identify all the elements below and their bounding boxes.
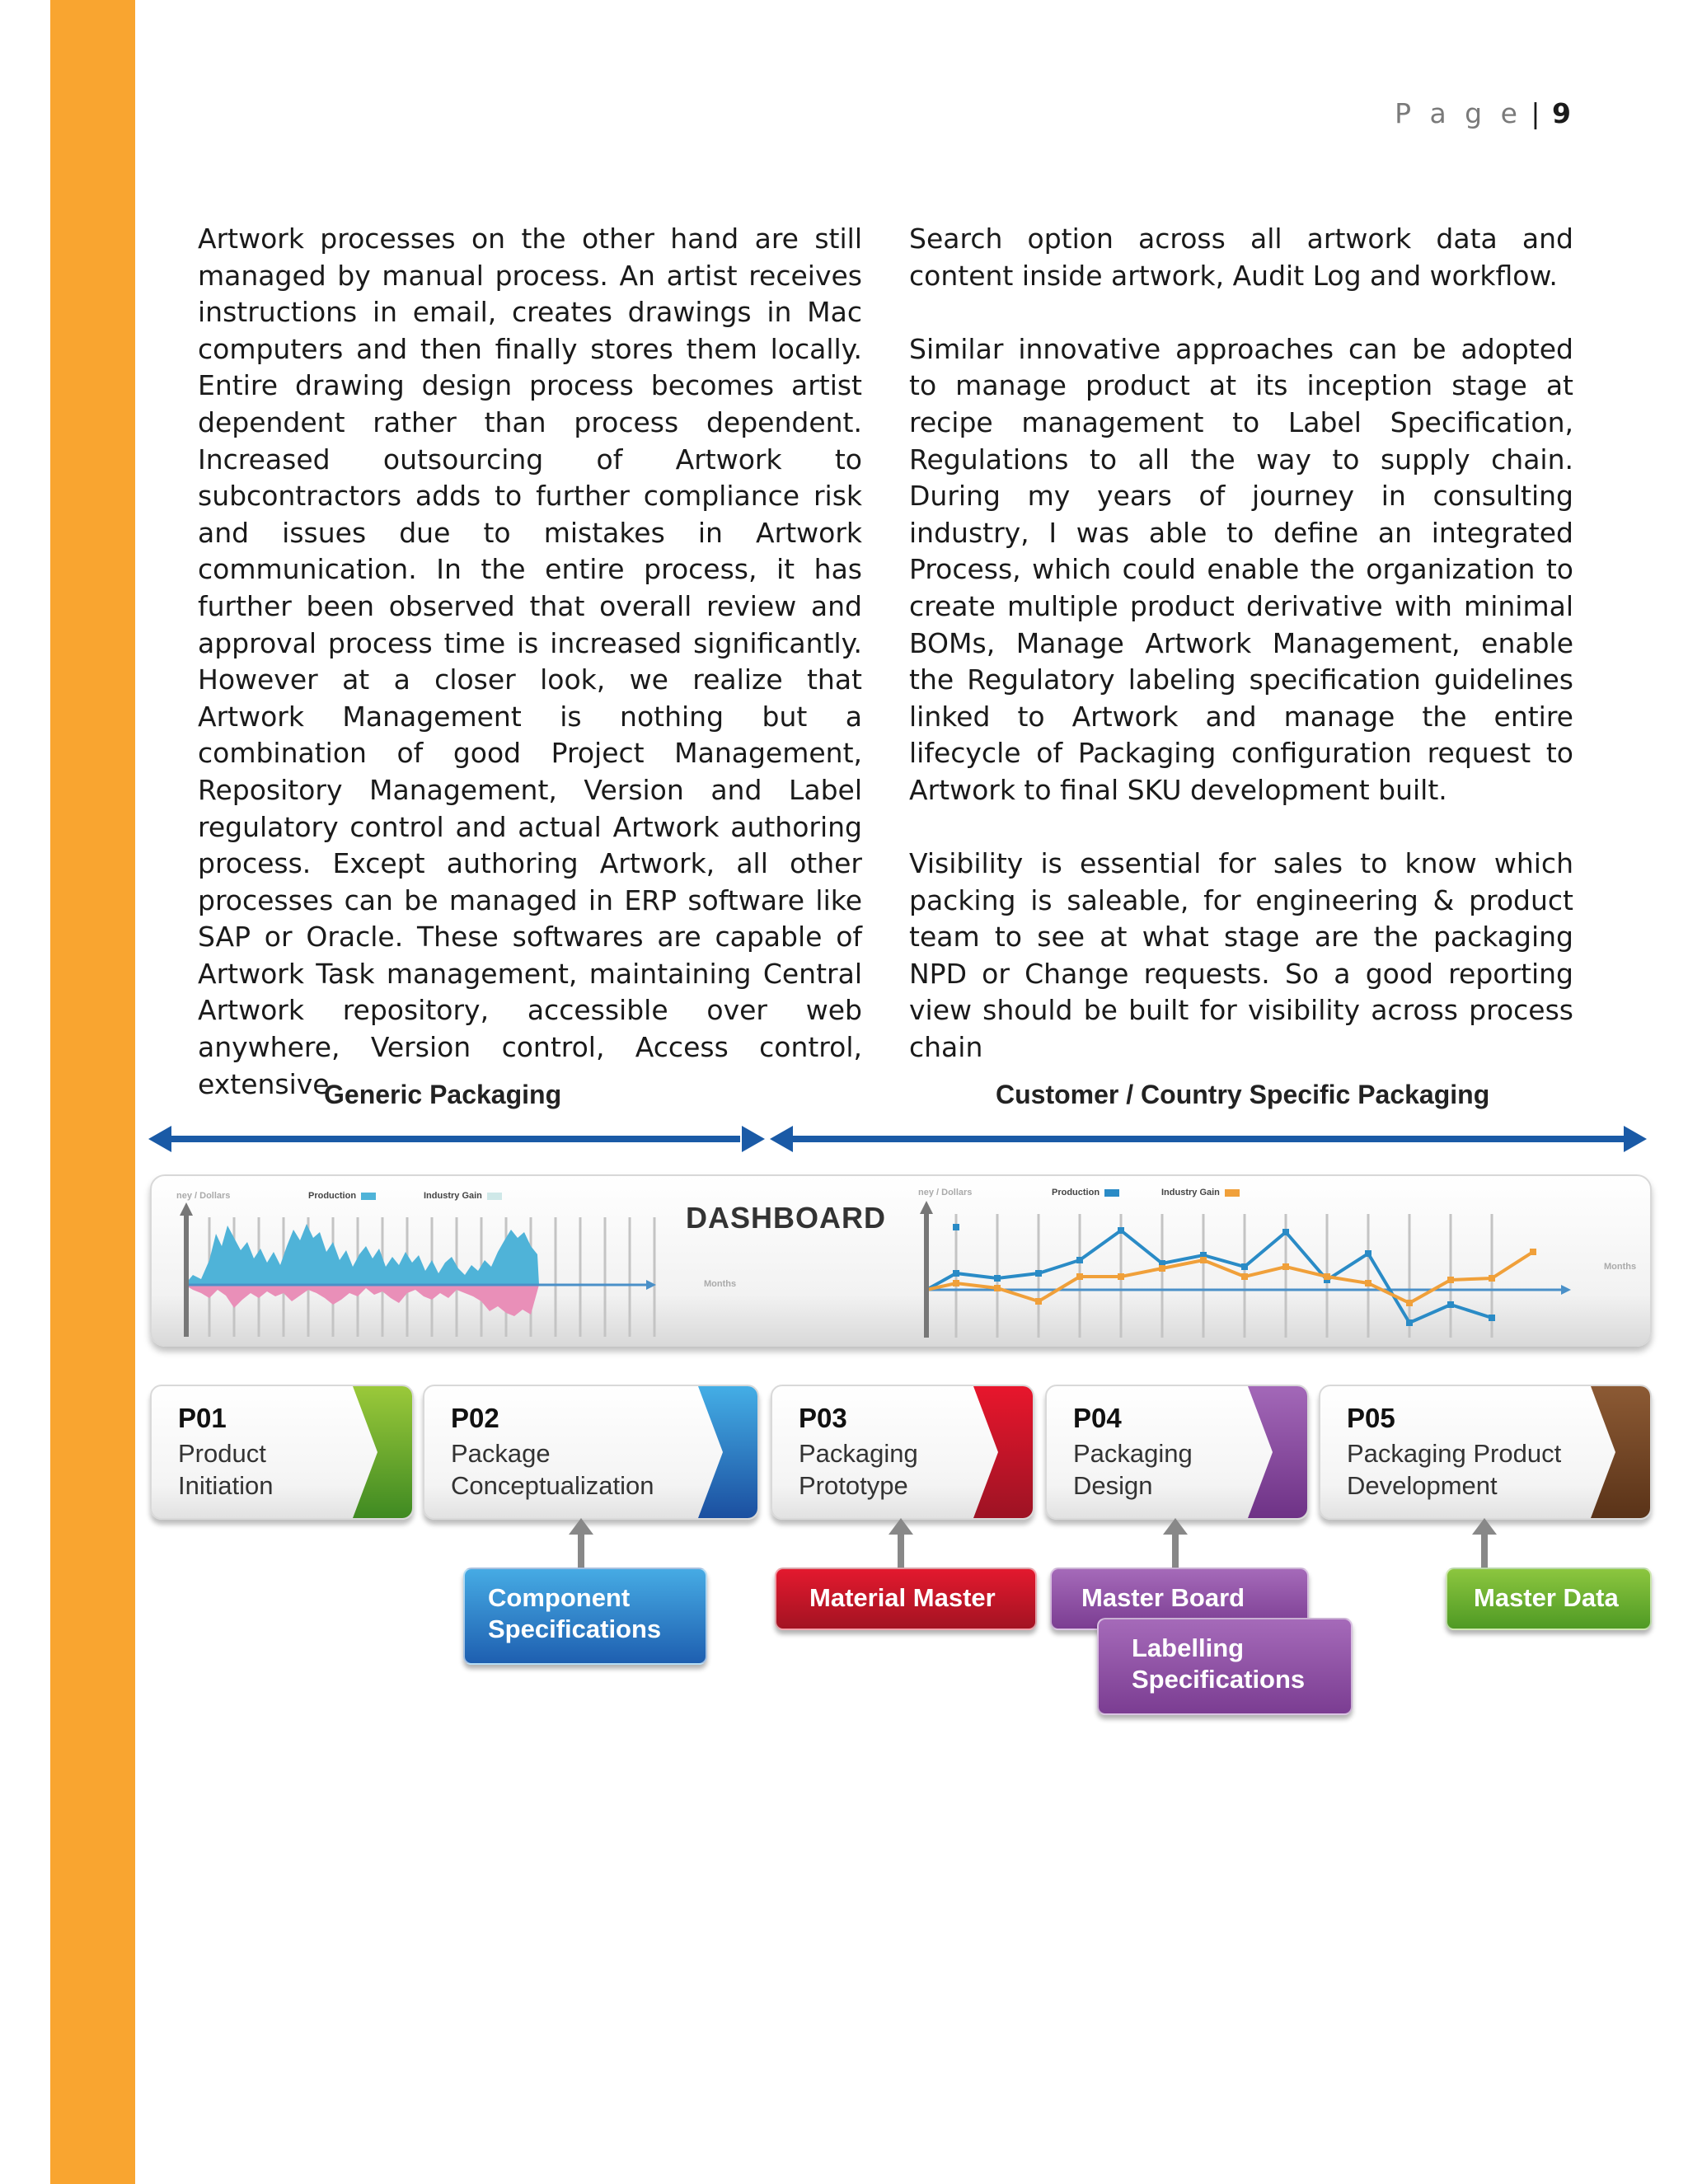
packaging-process-figure xyxy=(147,1080,1655,1739)
chevron-red-icon xyxy=(973,1386,1033,1518)
left-text-column xyxy=(198,221,862,1140)
left-chart-legend-production: Production xyxy=(308,1191,376,1201)
chevron-brown-icon xyxy=(1591,1386,1650,1518)
chevron-green-icon xyxy=(353,1386,412,1518)
up-arrow-icon xyxy=(1163,1518,1188,1568)
component-specifications-tag: Component Specifications xyxy=(463,1568,707,1665)
chevron-purple-icon xyxy=(1248,1386,1307,1518)
left-chart-y-label: ney / Dollars xyxy=(176,1191,231,1201)
step-name: Product Initiation xyxy=(178,1439,274,1500)
up-arrow-icon xyxy=(1472,1518,1497,1568)
page-label: P a g e xyxy=(1395,97,1522,129)
left-area-chart xyxy=(176,1201,720,1341)
phase-label-customer: Customer / Country Specific Packaging xyxy=(996,1080,1490,1109)
right-chart-y-label: ney / Dollars xyxy=(918,1188,973,1197)
page-number: P a g e | 9 xyxy=(1395,97,1571,129)
master-board-tag: Master Board xyxy=(1050,1568,1309,1630)
process-step-p05 xyxy=(1319,1385,1652,1520)
master-data-tag: Master Data xyxy=(1446,1568,1652,1630)
left-chart-x-label: Months xyxy=(704,1279,737,1289)
paragraph: Artwork processes on the other hand are still managed by manual process. An artist receives instructions in email, creates drawings in Mac computers and then finally stores them locally. Entire drawing design process becomes artist dependent rather than process dependent. Increased outsourcing of Artwork to subcontractors adds to further compliance risk and issues due to mistakes in Artwork communication. In the entire process, it has further been observed that overall review and approval process time is increased significantly. However at a closer look, we realize that Artwork Management is nothing but a combination of good Project Management, Repository Management, Version and Label regulatory control and actual Artwork authoring process. Except authoring Artwork, all other processes can be managed in ERP software like SAP or Oracle. These softwares are capable of Artwork Task management, maintaining Central Artwork repository, accessible over web anywhere, Version control, Access control, extensive xyxy=(198,223,862,1100)
step-name: Packaging Design xyxy=(1073,1439,1193,1500)
process-step-p03 xyxy=(771,1385,1034,1520)
up-arrow-icon xyxy=(569,1518,593,1568)
orange-side-bar xyxy=(50,0,135,2184)
right-line-chart xyxy=(918,1197,1627,1342)
process-step-p04 xyxy=(1045,1385,1309,1520)
chevron-blue-icon xyxy=(698,1386,757,1518)
step-name: Package Conceptualization xyxy=(451,1439,654,1500)
paragraph: Similar innovative approaches can be adopted to manage product at its inception stage at recipe management to Label Specification, Regulations to all the way to supply chain. During my years of journey in consulting industry, I was able to define an integrated Process, which could enable the organization to create multiple product derivative with minimal BOMs, Manage Artwork Management, enable the Regulatory labeling specification guidelines linked to Artwork and manage the entire lifecycle of Packaging configuration request to Artwork to final SKU development built. xyxy=(909,332,1573,806)
page-number-value: 9 xyxy=(1552,97,1571,129)
up-arrow-icon xyxy=(889,1518,913,1568)
paragraph: Search option across all artwork data and content inside artwork, Audit Log and workflow. xyxy=(909,223,1573,292)
step-code: P01 xyxy=(178,1403,227,1433)
right-chart-legend-production: Production xyxy=(1052,1188,1119,1197)
step-code: P05 xyxy=(1347,1403,1395,1433)
process-step-p02 xyxy=(423,1385,759,1520)
dashboard-panel xyxy=(150,1174,1652,1347)
phase-arrows xyxy=(147,1122,1655,1155)
right-text-column xyxy=(909,221,1573,1103)
step-code: P04 xyxy=(1073,1403,1122,1433)
material-master-tag: Material Master xyxy=(775,1568,1037,1630)
step-code: P03 xyxy=(799,1403,847,1433)
phase-label-generic: Generic Packaging xyxy=(324,1080,562,1109)
step-code: P02 xyxy=(451,1403,499,1433)
right-chart-x-label: Months xyxy=(1604,1262,1637,1272)
process-step-p01 xyxy=(150,1385,414,1520)
step-name: Packaging Prototype xyxy=(799,1439,918,1500)
right-chart-legend-gain: Industry Gain xyxy=(1161,1188,1240,1197)
dashboard-title: DASHBOARD xyxy=(686,1201,886,1235)
labelling-specifications-tag: Labelling Specifications xyxy=(1097,1618,1353,1715)
left-chart-legend-gain: Industry Gain xyxy=(424,1191,502,1201)
paragraph: Visibility is essential for sales to know which packing is saleable, for engineering & product team to see at what stage are the packaging NPD or Change requests. So a good reporting view should be built for visibility across process chain xyxy=(909,847,1573,1064)
step-name: Packaging Product Development xyxy=(1347,1439,1562,1500)
